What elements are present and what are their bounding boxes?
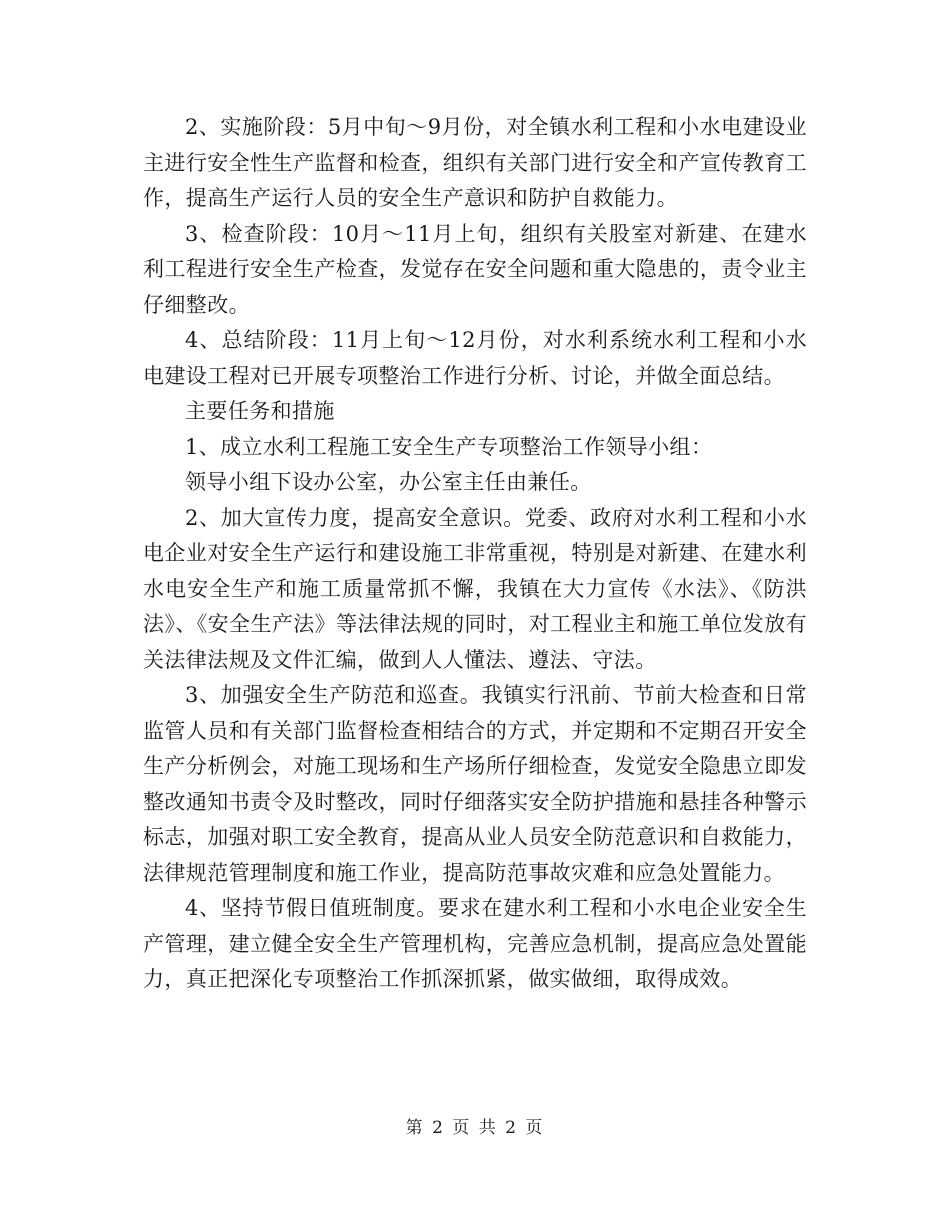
- section-heading-tasks-measures: 主要任务和措施: [185, 399, 335, 423]
- paragraph-implementation-stage: 2、实施阶段：5月中旬～9月份，对全镇水利工程和小水电建设业主进行安全性生产监督和检查，组织有关部门进行安全和产宣传教育工作，提高生产运行人员的安全生产意识和防护自救能力。: [143, 115, 807, 210]
- paragraph-leading-group: 1、成立水利工程施工安全生产专项整治工作领导小组：: [185, 434, 713, 459]
- paragraph-prevention-patrol: 3、加强安全生产防范和巡查。我镇实行汛前、节前大检查和日常监管人员和有关部门监督检查相结合的方式，并定期和不定期召开安全生产分析例会，对施工现场和生产场所仔细检查，发觉安全隐患立即发整改通知书责令及时整改，同时仔细落实安全防护措施和悬挂各种警示标志，加强对职工安全教育，提高从业人员安全防范意识和自救能力，法律规范管理制度和施工作业，提高防范事故灾难和应急处置能力。: [143, 683, 807, 885]
- paragraph-summary-stage: 4、总结阶段：11月上旬～12月份，对水利系统水利工程和小水电建设工程对已开展专项整治工作进行分析、讨论，并做全面总结。: [143, 328, 807, 388]
- paragraph-holiday-duty: 4、坚持节假日值班制度。要求在建水利工程和小水电企业安全生产管理，建立健全安全生产管理机构，完善应急机制，提高应急处置能力，真正把深化专项整治工作抓深抓紧，做实做细，取得成效。: [143, 896, 807, 991]
- paragraph-inspection-stage: 3、检查阶段：10月～11月上旬，组织有关股室对新建、在建水利工程进行安全生产检查，发觉存在安全问题和重大隐患的，责令业主仔细整改。: [143, 221, 807, 317]
- paragraph-publicity: 2、加大宣传力度，提高安全意识。党委、政府对水利工程和小水电企业对安全生产运行和建设施工非常重视，特别是对新建、在建水利水电安全生产和施工质量常抓不懈，我镇在大力宣传《水法》、《防洪法》、《安全生产法》等法律法规的同时，对工程业主和施工单位发放有关法律法规及文件汇编，做到人人懂法、遵法、守法。: [143, 505, 807, 672]
- document-body: [143, 110, 807, 998]
- paragraph-office: 领导小组下设办公室，办公室主任由兼任。: [185, 470, 592, 494]
- page-number-footer: 第 2 页 共 2 页: [405, 1118, 545, 1138]
